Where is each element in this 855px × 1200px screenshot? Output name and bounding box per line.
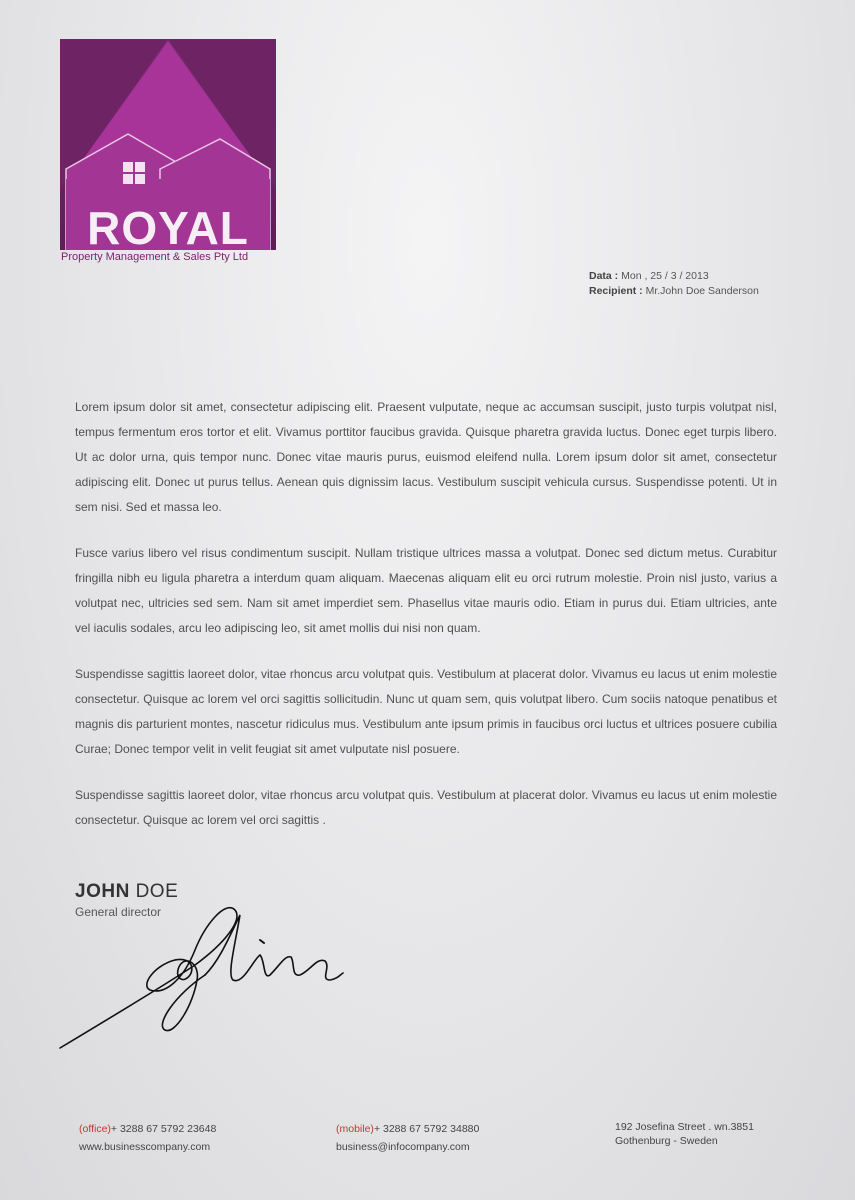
mobile-phone: + 3288 67 5792 34880: [373, 1123, 480, 1135]
recipient-line: [589, 284, 759, 299]
handwritten-signature: [55, 905, 345, 1055]
letter-body: [75, 395, 777, 854]
signatory-first-name: JOHN: [75, 881, 130, 902]
date-line: [589, 269, 759, 284]
date-value: Mon , 25 / 3 / 2013: [618, 270, 709, 282]
recipient-value: Mr.John Doe Sanderson: [642, 285, 759, 297]
website-link[interactable]: www.businesscompany.com: [79, 1141, 211, 1153]
logo-tagline: Property Management & Sales Pty Ltd: [61, 251, 249, 263]
mobile-tag: (mobile): [336, 1123, 374, 1135]
body-paragraph-3: Suspendisse sagittis laoreet dolor, vitae rhoncus arcu volutpat quis. Vestibulum at placerat dolor. Vivamus eu lacus ut enim molestie consectetur. Quisque ac lorem vel orci sagittis sollicitudin. Nunc ut quam sem, quis volutpat libero. Cum sociis natoque penatibus et magnis dis parturient montes, nascetur ridiculus mus. Vestibulum ante ipsum primis in faucibus orci luctus et ultrices posuere cubilia Curae; Donec tempor velit in velit feugiat sit amet vulputate nisl posuere.: [75, 667, 777, 756]
signatory-last-name: DOE: [129, 881, 179, 902]
footer-office: [79, 1120, 216, 1156]
mobile-phone-line: [336, 1120, 479, 1138]
email-link[interactable]: business@infocompany.com: [336, 1141, 470, 1153]
body-paragraph-2: Fusce varius libero vel risus condimentum suscipit. Nullam tristique ultrices massa a volutpat. Donec sed dictum metus. Curabitur fringilla nibh eu ligula pharetra a interdum quam aliquam. Maecenas aliquam elit eu orci rutrum molestie. Proin nisl justo, varius a volutpat nec, ultricies sed sem. Nam sit amet imperdiet sem. Phasellus vitae mauris odio. Etiam in purus dui. Etiam ultricies, ante vel iaculis sodales, arcu leo adipiscing leo, sit amet mollis dui nisi non quam.: [75, 546, 777, 635]
address-line-1: 192 Josefina Street . wn.3851: [615, 1121, 754, 1133]
office-phone: + 3288 67 5792 23648: [110, 1123, 217, 1135]
office-phone-line: [79, 1120, 216, 1138]
letter-meta: [589, 269, 759, 299]
company-logo: [60, 39, 276, 250]
date-label: Data :: [589, 270, 619, 282]
body-paragraph-4: Suspendisse sagittis laoreet dolor, vitae rhoncus arcu volutpat quis. Vestibulum at placerat dolor. Vivamus eu lacus ut enim molestie consectetur. Quisque ac lorem vel orci sagittis .: [75, 788, 777, 827]
signatory-title: General director: [75, 905, 162, 919]
footer-mobile: [336, 1120, 479, 1156]
recipient-label: Recipient :: [589, 285, 643, 297]
address-line-2: Gothenburg - Sweden: [615, 1135, 718, 1147]
office-tag: (office): [79, 1123, 111, 1135]
logo-brand-text: ROYAL: [87, 202, 249, 250]
body-paragraph-1: Lorem ipsum dolor sit amet, consectetur adipiscing elit. Praesent vulputate, neque ac accumsan suscipit, justo turpis volutpat nisl, tempus fermentum eros tortor et elit. Vivamus porttitor faucibus gravida. Quisque pharetra gravida luctus. Donec eget turpis libero. Ut ac dolor urna, quis tempor nunc. Donec vitae mauris purus, euismod eleifend nulla. Lorem ipsum dolor sit amet, consectetur adipiscing elit. Donec ut purus tellus. Aenean quis dignissim lacus. Vestibulum suscipit vehicula cursus. Suspendisse potenti. Ut in sem nisi. Sed et massa leo.: [75, 400, 777, 514]
signatory-name: [75, 881, 178, 903]
footer-address: [615, 1120, 754, 1148]
